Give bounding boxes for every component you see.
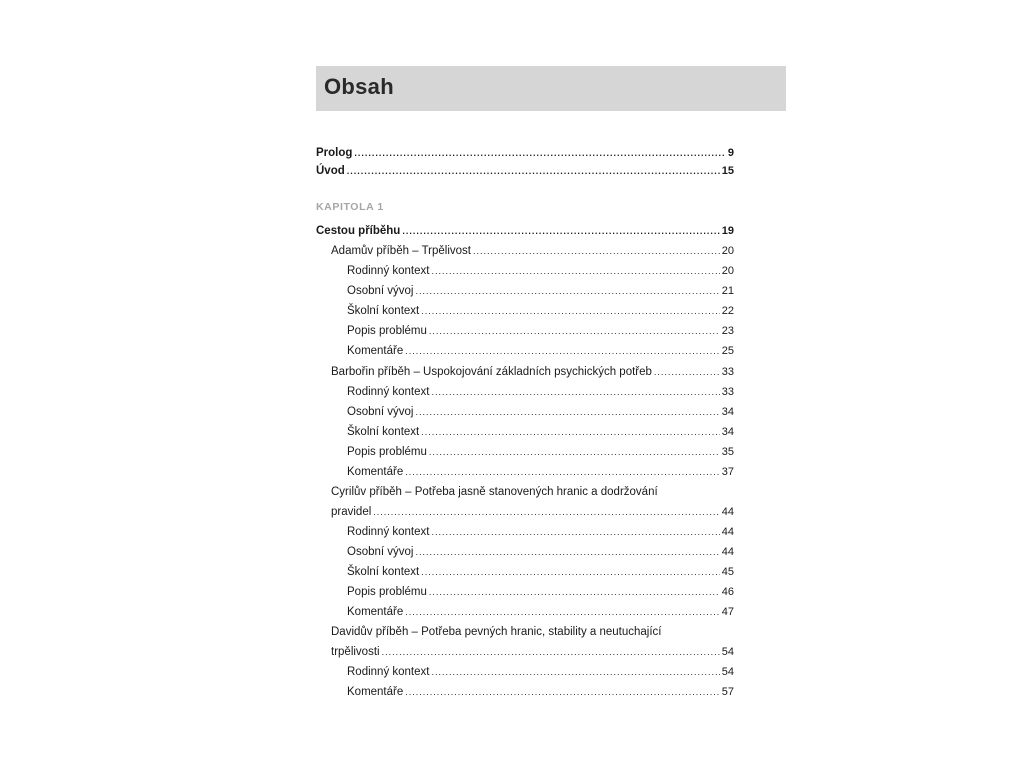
dot-leader	[354, 144, 725, 162]
toc-entry-adam[interactable]	[331, 242, 734, 260]
dot-leader	[382, 643, 720, 661]
dot-leader	[373, 503, 719, 521]
dot-leader	[654, 363, 720, 381]
toc-page-number: 34	[721, 406, 734, 418]
dot-leader	[415, 282, 719, 300]
toc-entry-label: Komentáře	[347, 686, 404, 698]
toc-subentry[interactable]	[347, 603, 734, 621]
toc-page-number: 37	[721, 466, 734, 478]
toc-subentry[interactable]	[347, 403, 734, 421]
dot-leader	[405, 683, 719, 701]
toc-entry-label: Popis problému	[347, 446, 427, 458]
toc-page-number: 22	[721, 305, 734, 317]
toc-entry-label: Školní kontext	[347, 426, 420, 438]
dot-leader	[415, 403, 719, 421]
toc-page-number: 45	[721, 566, 734, 578]
dot-leader	[405, 603, 719, 621]
toc-entry-label: Prolog	[316, 147, 353, 159]
toc-entry-label: Cestou příběhu	[316, 225, 401, 237]
page-title: Obsah	[324, 74, 394, 99]
dot-leader	[431, 663, 719, 681]
toc-page-number: 44	[721, 506, 734, 518]
toc-entry-prolog[interactable]	[316, 144, 734, 162]
toc-entry-david-line1[interactable]: Davidův příběh – Potřeba pevných hranic, stability a neutuchající	[331, 626, 662, 638]
toc-subentry[interactable]	[347, 583, 734, 601]
toc-page-number: 19	[721, 225, 734, 237]
toc-entry-label: Osobní vývoj	[347, 285, 414, 297]
dot-leader	[431, 523, 719, 541]
toc-entry-label: Rodinný kontext	[347, 386, 430, 398]
heading-bar	[316, 66, 786, 111]
toc-entry-label: Rodinný kontext	[347, 666, 430, 678]
toc-page-number: 33	[721, 386, 734, 398]
toc-entry-label: Osobní vývoj	[347, 406, 414, 418]
toc-entry-label: Popis problému	[347, 586, 427, 598]
toc-subentry[interactable]	[347, 463, 734, 481]
toc-page-number: 15	[721, 165, 734, 177]
toc-page-number: 34	[721, 426, 734, 438]
toc-subentry[interactable]	[347, 563, 734, 581]
toc-entry-label: pravidel	[331, 506, 372, 518]
toc-page-number: 44	[721, 546, 734, 558]
toc-subentry[interactable]	[347, 302, 734, 320]
toc-entry-label: Komentáře	[347, 466, 404, 478]
toc-page-number: 44	[721, 526, 734, 538]
toc-entry-label: Rodinný kontext	[347, 526, 430, 538]
dot-leader	[431, 383, 719, 401]
toc-subentry[interactable]	[347, 322, 734, 340]
toc-subentry[interactable]	[347, 342, 734, 360]
toc-entry-label: Osobní vývoj	[347, 546, 414, 558]
toc-entry-david[interactable]	[331, 643, 734, 661]
toc-subentry[interactable]	[347, 663, 734, 681]
toc-entry-barbora[interactable]	[331, 363, 734, 381]
toc-entry-label: Barbořin příběh – Uspokojování základních psychických potřeb	[331, 366, 652, 378]
toc-page-number: 54	[721, 666, 734, 678]
toc-entry-label: trpělivosti	[331, 646, 380, 658]
toc-entry-label: Komentáře	[347, 345, 404, 357]
toc-entry-label: Rodinný kontext	[347, 265, 430, 277]
toc-entry-label: Školní kontext	[347, 566, 420, 578]
toc-page-number: 21	[721, 285, 734, 297]
toc-page-number: 20	[721, 265, 734, 277]
toc-subentry[interactable]	[347, 543, 734, 561]
toc-entry-label: Úvod	[316, 165, 345, 177]
toc-subentry[interactable]	[347, 683, 734, 701]
toc-subentry[interactable]	[347, 423, 734, 441]
toc-page-number: 35	[721, 446, 734, 458]
dot-leader	[402, 222, 719, 240]
toc-subentry[interactable]	[347, 443, 734, 461]
toc-entry-cyril[interactable]	[331, 503, 734, 521]
toc-page-number: 33	[721, 366, 734, 378]
dot-leader	[473, 242, 720, 260]
toc-entry-label: Adamův příběh – Trpělivost	[331, 245, 471, 257]
toc-entry-label: Školní kontext	[347, 305, 420, 317]
dot-leader	[421, 423, 720, 441]
toc-page-number: 46	[721, 586, 734, 598]
toc-page-number: 57	[721, 686, 734, 698]
toc-page-number: 9	[727, 147, 734, 159]
toc-page-number: 23	[721, 325, 734, 337]
dot-leader	[429, 322, 720, 340]
dot-leader	[421, 302, 720, 320]
toc-subentry[interactable]	[347, 282, 734, 300]
dot-leader	[429, 583, 720, 601]
toc-entry-label: Popis problému	[347, 325, 427, 337]
dot-leader	[429, 443, 720, 461]
dot-leader	[431, 262, 719, 280]
toc-page-number: 47	[721, 606, 734, 618]
toc-page-number: 20	[721, 245, 734, 257]
dot-leader	[415, 543, 719, 561]
toc-subentry[interactable]	[347, 262, 734, 280]
toc-entry-cyril-line1[interactable]: Cyrilův příběh – Potřeba jasně stanovených hranic a dodržování	[331, 486, 658, 498]
chapter-label: KAPITOLA 1	[316, 201, 384, 213]
dot-leader	[421, 563, 720, 581]
toc-page-number: 25	[721, 345, 734, 357]
toc-entry-chapter-title[interactable]	[316, 222, 734, 240]
toc-subentry[interactable]	[347, 523, 734, 541]
dot-leader	[347, 162, 720, 180]
dot-leader	[405, 342, 719, 360]
toc-subentry[interactable]	[347, 383, 734, 401]
toc-entry-label: Komentáře	[347, 606, 404, 618]
toc-entry-uvod[interactable]	[316, 162, 734, 180]
toc-page-number: 54	[721, 646, 734, 658]
dot-leader	[405, 463, 719, 481]
